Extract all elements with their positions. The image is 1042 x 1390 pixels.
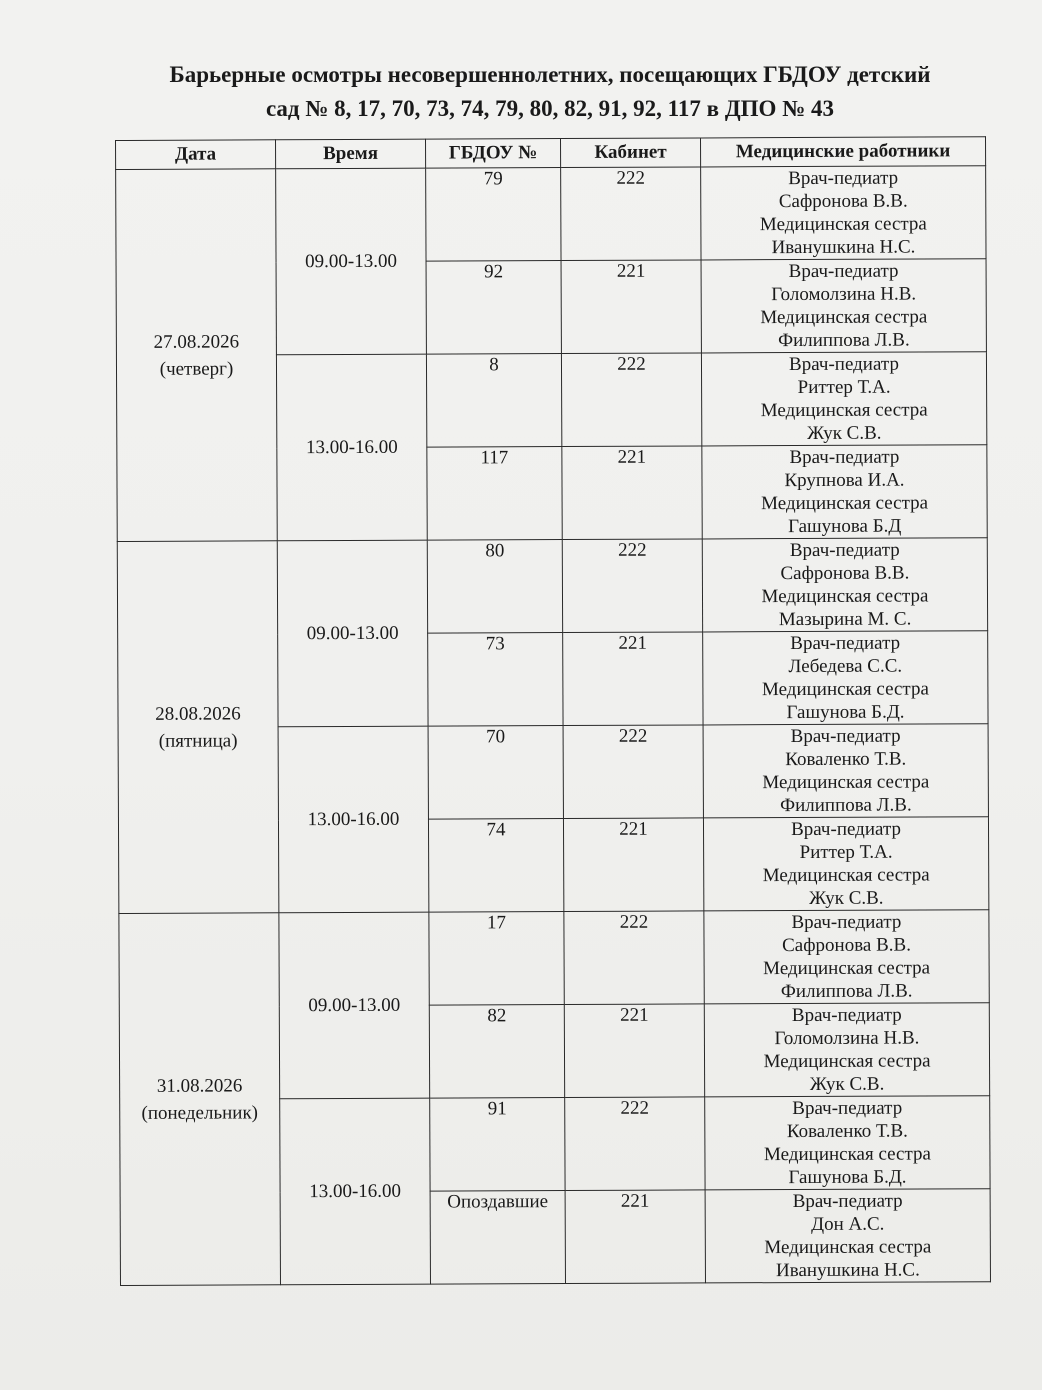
medical-staff-cell bbox=[705, 1189, 990, 1283]
staff-name: Риттер Т.А. bbox=[797, 376, 891, 399]
header-room: Кабинет bbox=[560, 138, 700, 168]
staff-name: Сафронова В.В. bbox=[780, 562, 910, 585]
weekday-value: (четверг) bbox=[159, 357, 234, 380]
staff-name: Риттер Т.А. bbox=[799, 841, 893, 864]
staff-name: Лебедева С.С. bbox=[788, 655, 903, 678]
room-number-cell: 221 bbox=[563, 818, 703, 912]
title-line-2: сад № 8, 17, 70, 73, 74, 79, 80, 82, 91, 92, 117 в ДПО № 43 bbox=[265, 96, 835, 121]
room-number-cell: 222 bbox=[565, 1097, 705, 1191]
school-number-cell: Опоздавшие bbox=[430, 1191, 565, 1285]
schedule-body bbox=[116, 166, 991, 1286]
room-number-cell: 221 bbox=[564, 1004, 704, 1098]
date-value: 28.08.2026 bbox=[155, 702, 241, 725]
medical-staff-cell bbox=[703, 631, 988, 725]
staff-role: Врач-педиатр bbox=[791, 818, 901, 841]
header-school: ГБДОУ № bbox=[425, 139, 560, 169]
medical-staff-cell bbox=[704, 910, 989, 1004]
staff-name: Филиппова Л.В. bbox=[780, 980, 913, 1003]
time-cell: 13.00-16.00 bbox=[278, 726, 429, 913]
table-row bbox=[117, 538, 987, 635]
room-number-cell: 222 bbox=[562, 539, 702, 633]
table-header-row bbox=[116, 137, 986, 170]
school-number-cell: 82 bbox=[429, 1005, 564, 1099]
time-cell: 09.00-13.00 bbox=[277, 540, 428, 727]
staff-role: Медицинская сестра bbox=[762, 771, 930, 794]
document-title bbox=[90, 58, 1010, 126]
staff-role: Врач-педиатр bbox=[792, 1190, 903, 1213]
school-number-cell: 8 bbox=[426, 354, 561, 448]
medical-staff-cell bbox=[702, 445, 987, 539]
staff-name: Гашунова Б.Д. bbox=[788, 1166, 907, 1189]
staff-name: Коваленко Т.В. bbox=[786, 1120, 908, 1143]
staff-role: Медицинская сестра bbox=[760, 399, 928, 422]
staff-role: Медицинская сестра bbox=[761, 492, 929, 515]
school-number-cell: 117 bbox=[427, 447, 562, 541]
school-number-cell: 73 bbox=[428, 633, 563, 727]
staff-role: Медицинская сестра bbox=[760, 306, 928, 329]
schedule-table bbox=[115, 136, 991, 1286]
staff-name: Коваленко Т.В. bbox=[785, 748, 907, 771]
medical-staff-cell bbox=[704, 1003, 989, 1097]
title-line-1: Барьерные осмотры несовершеннолетних, посещающих ГБДОУ детский bbox=[169, 62, 931, 87]
medical-staff-cell bbox=[703, 724, 988, 818]
date-cell bbox=[116, 169, 278, 542]
staff-role: Медицинская сестра bbox=[761, 678, 929, 701]
staff-name: Мазырина М. С. bbox=[778, 608, 912, 631]
staff-name: Филиппова Л.В. bbox=[778, 329, 910, 352]
staff-name: Голомолзина Н.В. bbox=[774, 1027, 920, 1050]
date-cell bbox=[119, 913, 281, 1286]
staff-role: Медицинская сестра bbox=[761, 585, 929, 608]
staff-role: Врач-педиатр bbox=[789, 446, 900, 469]
staff-name: Жук С.В. bbox=[809, 1073, 885, 1095]
staff-name: Иванушкина Н.С. bbox=[771, 236, 916, 259]
time-cell: 09.00-13.00 bbox=[276, 168, 427, 355]
staff-role: Медицинская сестра bbox=[763, 1050, 931, 1073]
staff-role: Врач-педиатр bbox=[788, 167, 899, 190]
staff-role: Врач-педиатр bbox=[791, 911, 902, 934]
medical-staff-cell bbox=[703, 817, 988, 911]
staff-name: Сафронова В.В. bbox=[778, 190, 908, 213]
weekday-value: (понедельник) bbox=[141, 1101, 259, 1124]
room-number-cell: 221 bbox=[561, 260, 701, 354]
staff-name: Крупнова И.А. bbox=[784, 469, 905, 492]
header-time: Время bbox=[276, 139, 426, 169]
room-number-cell: 221 bbox=[563, 632, 703, 726]
school-number-cell: 74 bbox=[428, 819, 563, 913]
room-number-cell: 222 bbox=[563, 725, 703, 819]
school-number-cell: 17 bbox=[429, 912, 564, 1006]
room-number-cell: 222 bbox=[561, 353, 701, 447]
time-cell: 13.00-16.00 bbox=[276, 354, 427, 541]
date-value: 27.08.2026 bbox=[153, 330, 240, 353]
room-number-cell: 222 bbox=[564, 911, 704, 1005]
staff-name: Гашунова Б.Д bbox=[788, 515, 902, 538]
staff-role: Медицинская сестра bbox=[759, 213, 927, 236]
medical-staff-cell bbox=[705, 1096, 990, 1190]
staff-role: Врач-педиатр bbox=[788, 260, 899, 283]
staff-name: Иванушкина Н.С. bbox=[775, 1259, 920, 1282]
time-cell: 09.00-13.00 bbox=[279, 912, 430, 1099]
medical-staff-cell bbox=[702, 538, 987, 632]
medical-staff-cell bbox=[701, 166, 986, 260]
date-cell bbox=[117, 541, 279, 914]
header-date: Дата bbox=[116, 140, 276, 170]
date-value: 31.08.2026 bbox=[156, 1074, 243, 1097]
staff-name: Филиппова Л.В. bbox=[780, 794, 912, 817]
medical-staff-cell bbox=[701, 352, 986, 446]
medical-staff-cell bbox=[701, 259, 986, 353]
school-number-cell: 70 bbox=[428, 726, 563, 820]
room-number-cell: 221 bbox=[562, 446, 702, 540]
school-number-cell: 79 bbox=[426, 168, 561, 262]
staff-name: Сафронова В.В. bbox=[782, 934, 911, 957]
staff-role: Врач-педиатр bbox=[789, 539, 900, 562]
staff-role: Врач-педиатр bbox=[791, 1004, 902, 1027]
staff-name: Голомолзина Н.В. bbox=[771, 283, 917, 306]
school-number-cell: 80 bbox=[427, 540, 562, 634]
staff-name: Жук С.В. bbox=[809, 887, 884, 909]
staff-name: Жук С.В. bbox=[807, 422, 882, 444]
time-cell: 13.00-16.00 bbox=[280, 1098, 431, 1285]
staff-role: Врач-педиатр bbox=[790, 725, 901, 748]
room-number-cell: 221 bbox=[565, 1190, 705, 1284]
staff-role: Медицинская сестра bbox=[763, 1143, 931, 1166]
school-number-cell: 92 bbox=[426, 261, 561, 355]
staff-name: Дон А.С. bbox=[811, 1213, 885, 1235]
staff-role: Медицинская сестра bbox=[763, 957, 931, 980]
room-number-cell: 222 bbox=[561, 167, 701, 261]
staff-role: Врач-педиатр bbox=[792, 1097, 903, 1120]
weekday-value: (пятница) bbox=[158, 729, 238, 752]
table-row bbox=[119, 910, 989, 1007]
staff-role: Медицинская сестра bbox=[762, 864, 930, 887]
header-staff: Медицинские работники bbox=[700, 137, 985, 167]
staff-role: Врач-педиатр bbox=[788, 353, 899, 376]
staff-role: Врач-педиатр bbox=[790, 632, 901, 655]
staff-name: Гашунова Б.Д. bbox=[786, 701, 905, 724]
staff-role: Медицинская сестра bbox=[764, 1236, 932, 1259]
table-row bbox=[116, 166, 986, 263]
school-number-cell: 91 bbox=[430, 1098, 565, 1192]
